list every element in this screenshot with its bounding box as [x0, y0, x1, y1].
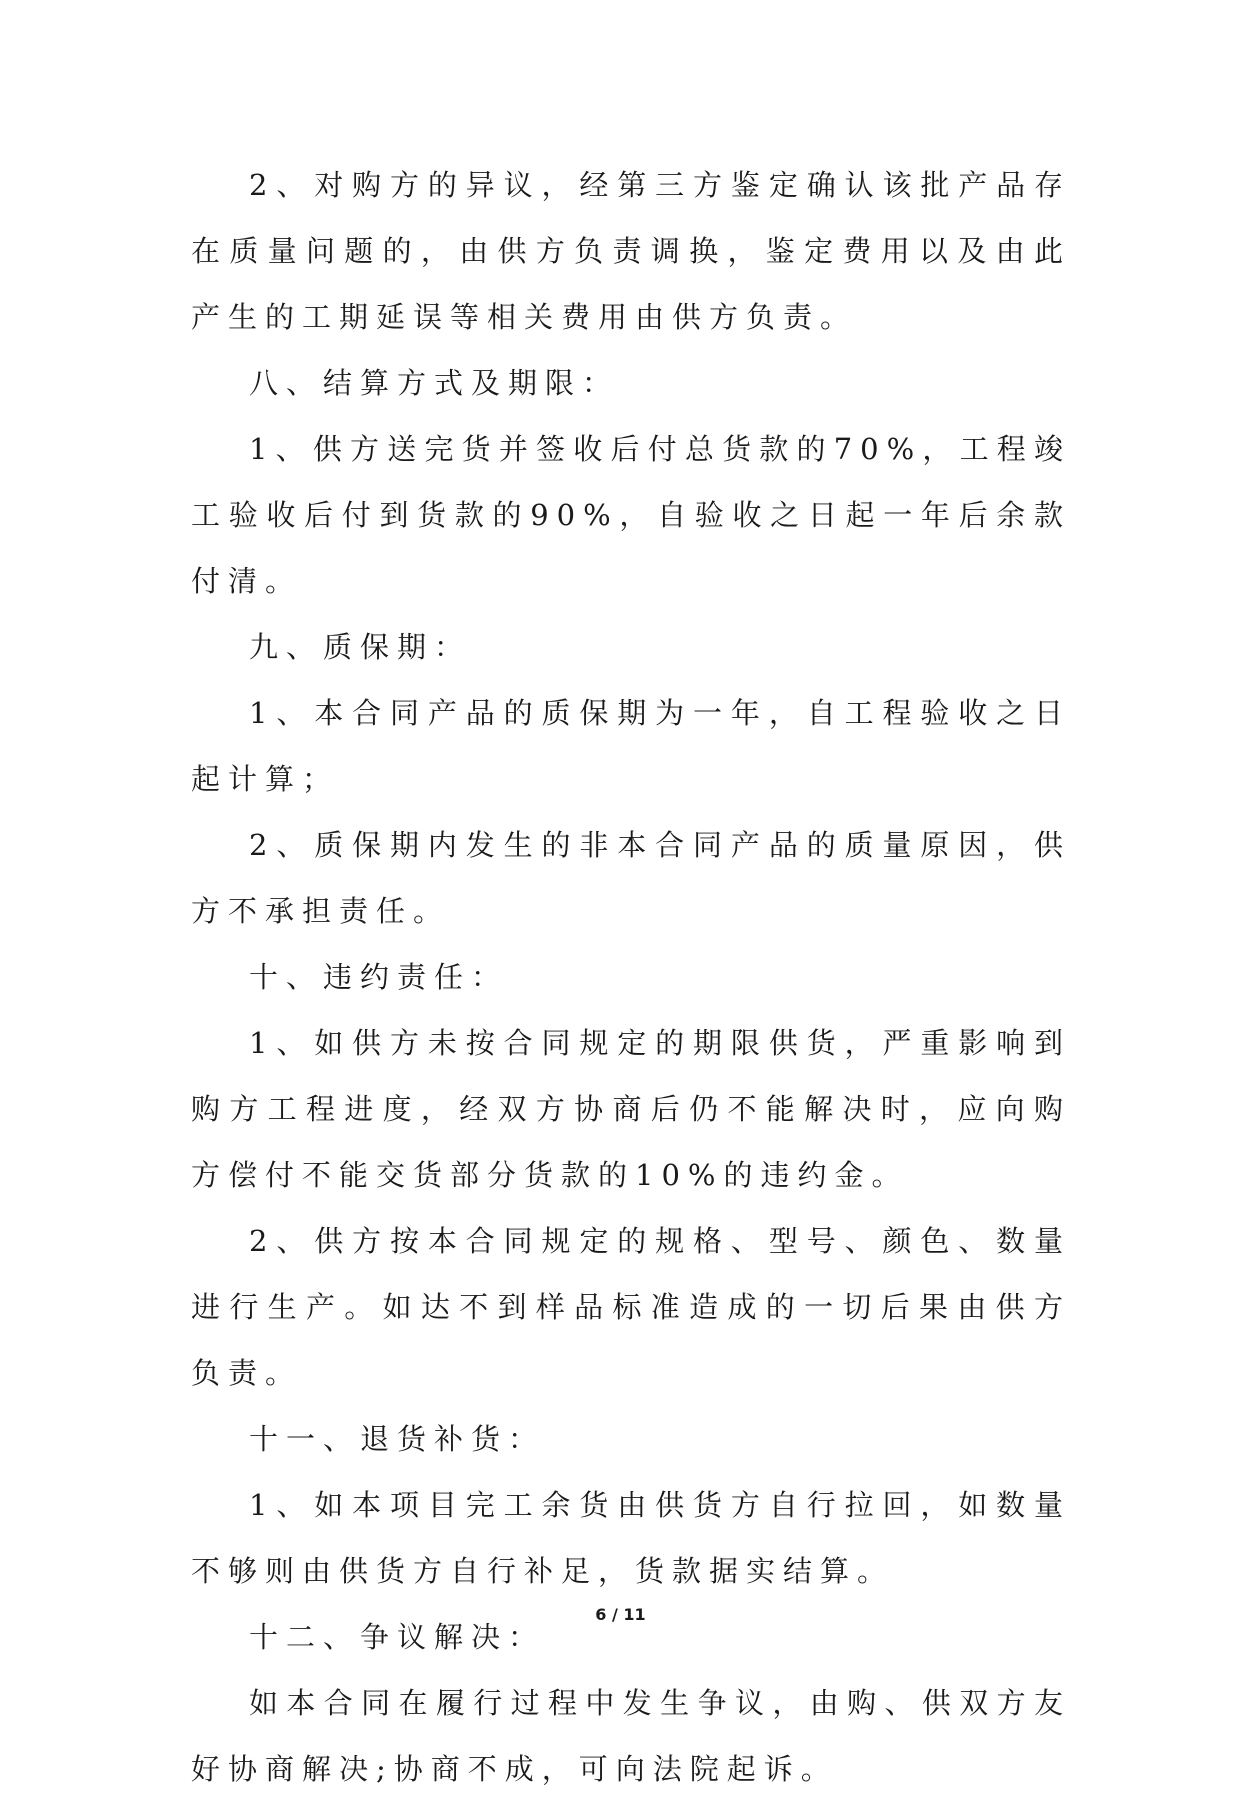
document-body [191, 152, 1071, 1802]
paragraph-quality-dispute: 2、对购方的异议，经第三方鉴定确认该批产品存在质量问题的，由供方负责调换，鉴定费用以及由此产生的工期延误等相关费用由供方负责。 [191, 168, 1071, 334]
paragraph-warranty-period: 1、本合同产品的质保期为一年，自工程验收之日起计算； [191, 696, 1071, 796]
paragraph-payment-terms: 1、供方送完货并签收后付总货款的70%，工程竣工验收后付到货款的90%，自验收之日起一年后余款付清。 [191, 432, 1071, 598]
heading-warranty: 九、质保期： [249, 630, 472, 664]
paragraph-production-spec: 2、供方按本合同规定的规格、型号、颜色、数量进行生产。如达不到样品标准造成的一切后果由供方负责。 [191, 1224, 1071, 1390]
paragraph-late-delivery: 1、如供方未按合同规定的期限供货，严重影响到购方工程进度，经双方协商后仍不能解决时，应向购方偿付不能交货部分货款的10%的违约金。 [191, 1026, 1071, 1192]
heading-dispute: 十二、争议解决： [249, 1620, 546, 1654]
heading-settlement: 八、结算方式及期限： [249, 366, 620, 400]
paragraph-warranty-exclusion: 2、质保期内发生的非本合同产品的质量原因，供方不承担责任。 [191, 828, 1071, 928]
paragraph-dispute-resolution: 如本合同在履行过程中发生争议，由购、供双方友好协商解决;协商不成，可向法院起诉。 [191, 1686, 1071, 1786]
heading-returns: 十一、退货补货： [249, 1422, 546, 1456]
paragraph-returns: 1、如本项目完工余货由供货方自行拉回，如数量不够则由供货方自行补足，货款据实结算。 [191, 1488, 1071, 1588]
heading-breach: 十、违约责任： [249, 960, 509, 994]
page-number: 6 / 11 [595, 1605, 646, 1624]
